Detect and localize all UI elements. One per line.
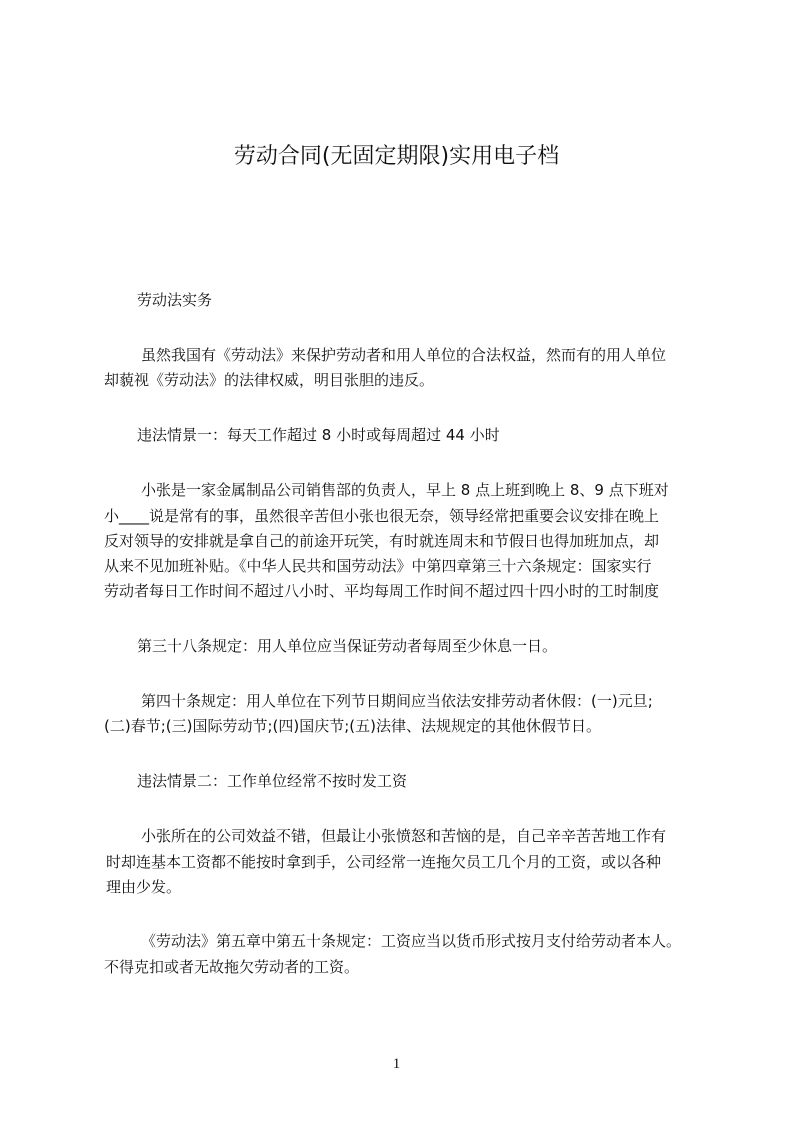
page-number: 1 — [392, 1056, 401, 1072]
section-heading: 劳动法实务 — [137, 291, 213, 309]
paragraph-line: 不得克扣或者无故拖欠劳动者的工资。 — [104, 958, 360, 976]
paragraph-line: 从来不见加班补贴。《中华人民共和国劳动法》中第四章第三十六条规定：国家实行 — [104, 557, 652, 575]
paragraph-line: 理由少发。 — [106, 878, 182, 896]
paragraph-line: 反对领导的安排就是拿自己的前途开玩笑，有时就连周末和节假日也得加班加点，却 — [104, 532, 660, 550]
paragraph-line: 小____说是常有的事，虽然很辛苦但小张也很无奈，领导经常把重要会议安排在晚上 — [104, 507, 660, 525]
paragraph-line: 第三十八条规定：用人单位应当保证劳动者每周至少休息一日。 — [137, 637, 558, 655]
paragraph-line: 却藐视《劳动法》的法律权威，明目张胆的违反。 — [104, 371, 435, 389]
paragraph-line: 小张是一家金属制品公司销售部的负责人，早上 8 点上班到晚上 8、9 点下班对 — [141, 481, 669, 499]
paragraph-line: (二)春节;(三)国际劳动节;(四)国庆节;(五)法律、法规规定的其他休假节日。 — [104, 717, 601, 735]
section-heading: 违法情景二：工作单位经常不按时发工资 — [137, 772, 408, 790]
paragraph-line: 时却连基本工资都不能按时拿到手，公司经常一连拖欠员工几个月的工资，或以各种 — [106, 853, 662, 871]
paragraph-line: 劳动者每日工作时间不超过八小时、平均每周工作时间不超过四十四小时的工时制度 — [104, 582, 660, 600]
section-heading: 违法情景一：每天工作超过 8 小时或每周超过 44 小时 — [137, 426, 500, 444]
paragraph-line: 小张所在的公司效益不错，但最让小张愤怒和苦恼的是，自己辛辛苦苦地工作有 — [141, 827, 667, 845]
document-title: 劳动合同(无固定期限)实用电子档 — [233, 144, 560, 169]
paragraph-line: 虽然我国有《劳动法》来保护劳动者和用人单位的合法权益，然而有的用人单位 — [141, 346, 667, 364]
paragraph-line: 《劳动法》第五章中第五十条规定：工资应当以货币形式按月支付给劳动者本人。 — [141, 932, 682, 950]
paragraph-line: 第四十条规定：用人单位在下列节日期间应当依法安排劳动者休假：(一)元旦; — [141, 692, 653, 710]
